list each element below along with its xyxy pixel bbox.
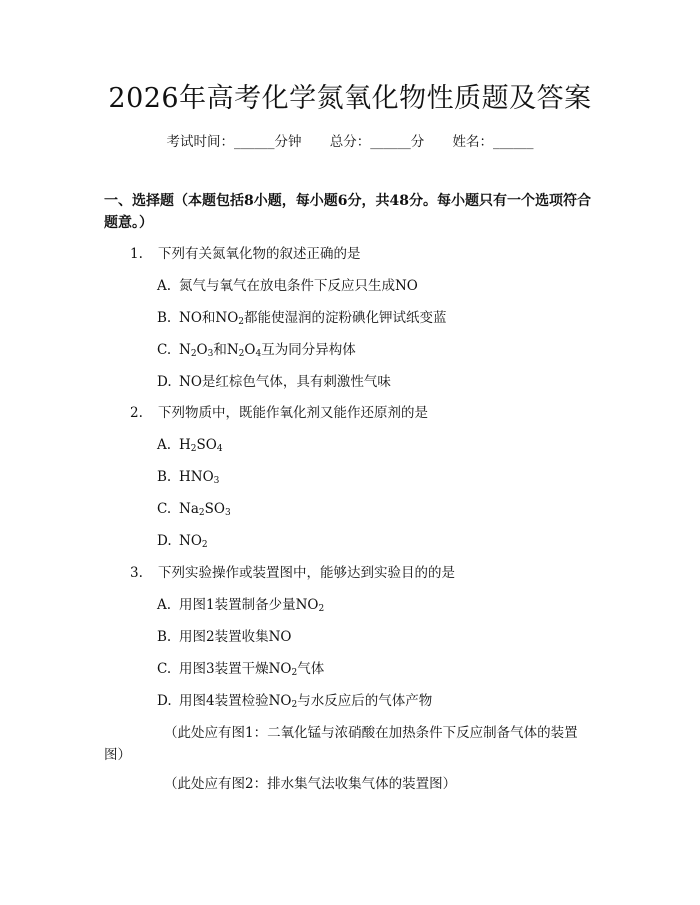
question-number: 1. xyxy=(130,246,143,262)
option-text: HNO xyxy=(179,469,214,485)
subscript: 2 xyxy=(190,349,197,359)
question-2-option-c xyxy=(157,499,231,519)
question-stem: 下列有关氮氧化物的叙述正确的是 xyxy=(158,246,361,262)
subscript: 2 xyxy=(238,317,244,327)
question-3-option-b xyxy=(157,627,291,647)
subscript: 4 xyxy=(255,349,262,359)
option-label: D. xyxy=(157,693,172,709)
exam-time-field: 考试时间：______分钟 xyxy=(166,134,302,150)
option-text: 与水反应后的气体产物 xyxy=(297,693,433,709)
option-text: H xyxy=(179,437,191,453)
option-label: C. xyxy=(157,661,172,677)
option-text: 气体 xyxy=(297,661,325,677)
option-text: 用图4装置检验NO xyxy=(179,693,292,709)
question-2 xyxy=(130,403,428,423)
option-text: 用图2装置收集NO xyxy=(179,629,292,645)
question-number: 3. xyxy=(130,565,143,581)
exam-info-line xyxy=(0,133,700,151)
question-1-option-a xyxy=(157,276,418,296)
question-2-option-b xyxy=(157,467,219,487)
option-label: B. xyxy=(157,629,172,645)
question-stem: 下列物质中，既能作氧化剂又能作还原剂的是 xyxy=(158,405,428,421)
option-text: NO和NO xyxy=(179,310,239,326)
student-name-field: 姓名：______ xyxy=(452,134,534,150)
option-label: B. xyxy=(157,310,172,326)
total-score-field: 总分：______分 xyxy=(329,134,425,150)
option-text: 都能使湿润的淀粉碘化钾试纸变蓝 xyxy=(244,310,447,326)
question-number: 2. xyxy=(130,405,143,421)
option-text: 用图1装置制备少量NO xyxy=(179,597,319,613)
question-3-option-d xyxy=(157,691,432,711)
option-text: SO xyxy=(204,501,225,517)
question-3-option-c xyxy=(157,659,324,679)
option-label: C. xyxy=(157,342,172,358)
subscript: 2 xyxy=(190,444,197,454)
subscript: 2 xyxy=(291,700,298,710)
section-heading: 一、选择题（本题包括8小题，每小题6分，共48分。每小题只有一个选项符合题意。） xyxy=(104,193,591,231)
option-label: B. xyxy=(157,469,172,485)
question-3-option-a xyxy=(157,595,324,615)
option-text: 用图3装置干燥NO xyxy=(179,661,292,677)
subscript: 4 xyxy=(216,444,223,454)
question-1-option-d xyxy=(157,372,391,392)
question-2-option-a xyxy=(157,435,223,455)
option-label: D. xyxy=(157,533,172,549)
subscript: 3 xyxy=(207,349,214,359)
subscript: 2 xyxy=(198,508,205,518)
question-3 xyxy=(130,563,455,583)
option-label: C. xyxy=(157,501,172,517)
figure-placeholder-note: （此处应有图1：二氧化锰与浓硝酸在加热条件下反应制备气体的装置图） xyxy=(104,725,578,763)
option-label: A. xyxy=(157,597,172,613)
page-title: 2026年高考化学氮氧化物性质题及答案 xyxy=(108,83,592,114)
option-text: O xyxy=(244,342,256,358)
subscript: 2 xyxy=(201,540,208,550)
question-stem: 下列实验操作或装置图中，能够达到实验目的的是 xyxy=(158,565,455,581)
option-label: D. xyxy=(157,374,172,390)
option-text: N xyxy=(179,342,191,358)
option-text: Na xyxy=(179,501,199,517)
option-text: SO xyxy=(196,437,217,453)
subscript: 2 xyxy=(291,668,298,678)
option-label: A. xyxy=(157,278,172,294)
question-1-option-b xyxy=(157,308,447,328)
subscript: 3 xyxy=(224,508,231,518)
option-text: NO xyxy=(179,533,202,549)
option-label: A. xyxy=(157,437,172,453)
subscript: 2 xyxy=(318,604,325,614)
question-1 xyxy=(130,244,361,264)
subscript: 3 xyxy=(213,476,220,486)
option-text: O xyxy=(196,342,208,358)
question-2-option-d xyxy=(157,531,208,551)
option-text: 和N xyxy=(213,342,239,358)
question-1-option-c xyxy=(157,340,356,360)
option-text: NO是红棕色气体，具有刺激性气味 xyxy=(179,374,391,390)
option-text: 氮气与氧气在放电条件下反应只生成NO xyxy=(179,278,418,294)
figure-placeholder-note: （此处应有图2：排水集气法收集气体的装置图） xyxy=(164,776,457,792)
option-text: 互为同分异构体 xyxy=(261,342,356,358)
subscript: 2 xyxy=(238,349,245,359)
